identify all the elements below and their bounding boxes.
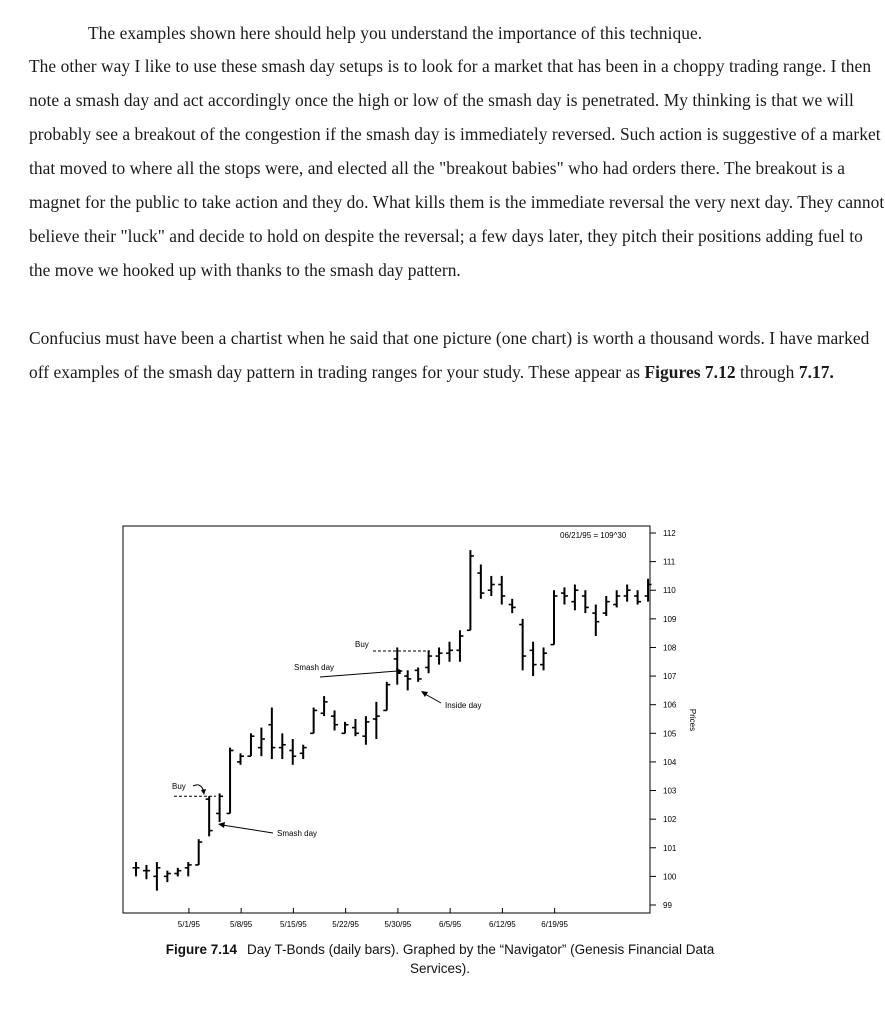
header-readout: 06/21/95 = 109^30 bbox=[560, 531, 627, 540]
y-tick-label: 107 bbox=[663, 672, 677, 682]
y-tick-label: 101 bbox=[663, 843, 677, 853]
ohlc-bar bbox=[561, 587, 568, 604]
ohlc-bar bbox=[624, 585, 631, 602]
ohlc-bar bbox=[436, 647, 443, 664]
y-tick-label: 103 bbox=[663, 786, 677, 796]
ohlc-bar bbox=[300, 745, 307, 759]
paragraph-intro-text: The examples shown here should help you understand the importance of this technique. bbox=[88, 23, 703, 43]
ohlc-bar bbox=[425, 650, 432, 673]
buy-label-1: Buy bbox=[172, 782, 186, 791]
ohlc-bar bbox=[133, 862, 140, 876]
ohlc-bar bbox=[227, 748, 234, 814]
ohlc-bar bbox=[174, 868, 181, 877]
ohlc-bar bbox=[498, 576, 505, 605]
x-tick-label: 6/12/95 bbox=[489, 920, 516, 929]
y-tick-label: 102 bbox=[663, 815, 677, 825]
ohlc-bar bbox=[592, 605, 599, 636]
ohlc-bar bbox=[206, 796, 213, 836]
buy-arrowhead-1 bbox=[201, 789, 206, 795]
y-tick-label: 104 bbox=[663, 757, 677, 767]
ohlc-bar bbox=[404, 670, 411, 690]
ohlc-bar bbox=[530, 642, 537, 676]
x-tick-label: 5/1/95 bbox=[177, 920, 201, 929]
x-tick-label: 6/5/95 bbox=[439, 920, 462, 929]
x-tick-label: 6/19/95 bbox=[541, 920, 569, 929]
ohlc-bar bbox=[456, 630, 463, 661]
paragraph-body-text: The other way I like to use these smash day setups is to look for a market that has been in a choppy trading range. I then note a smash day and act accordingly once the high or low of the smash day is penetrated. My thinking is that we will probably see a breakout of the congestion if the smash day is immediately reversed. Such action is suggestive of a market that moved to where all the stops were, and elected all the "breakout babies" who had orders there. The breakout is a magnet for the public to take action and they do. What kills them is the immediate reversal the very next day. They cannot believe their "luck" and decide to hold on despite the reversal; a few days later, they pitch their positions adding fuel to the move we hooked up with thanks to the smash day pattern. bbox=[29, 56, 885, 280]
y-tick-label: 110 bbox=[663, 586, 676, 596]
ohlc-bar bbox=[519, 619, 526, 671]
ohlc-bar bbox=[477, 564, 484, 598]
x-tick-label: 5/15/95 bbox=[280, 920, 307, 929]
ohlc-bar bbox=[383, 682, 390, 711]
ohlc-bar bbox=[373, 702, 380, 739]
ohlc-bar bbox=[185, 862, 192, 876]
ohlc-bar bbox=[258, 728, 265, 757]
smash-day-label-2: Smash day bbox=[294, 663, 335, 672]
smash-day-arrowhead-1 bbox=[218, 822, 225, 828]
ohlc-bar bbox=[310, 708, 317, 734]
ohlc-bar bbox=[289, 739, 296, 765]
ohlc-bar bbox=[321, 696, 328, 716]
figure-ref-end: 7.17. bbox=[798, 362, 834, 382]
y-axis-label: Prices bbox=[688, 708, 697, 732]
ohlc-bar bbox=[540, 647, 547, 670]
inside-day-arrowhead bbox=[421, 691, 428, 697]
x-tick-label: 5/30/95 bbox=[384, 920, 412, 929]
paragraph-confucius-text: Confucius must have been a chartist when he said that one picture (one chart) is worth a thousand words. I have marked off examples of the smash day pattern in trading ranges for your study. These appear as bbox=[29, 328, 870, 382]
smash-day-arrow-1 bbox=[222, 825, 273, 833]
ohlc-bar bbox=[331, 710, 338, 730]
y-tick-label: 108 bbox=[663, 643, 677, 653]
ohlc-bar bbox=[237, 753, 244, 764]
ohlc-bar bbox=[571, 585, 578, 611]
ohlc-bar bbox=[247, 733, 254, 756]
inside-day-label: Inside day bbox=[445, 701, 482, 710]
ohlc-bar bbox=[153, 862, 160, 891]
ohlc-bar bbox=[603, 596, 610, 616]
inside-day-arrow bbox=[425, 694, 441, 703]
ohlc-bar bbox=[352, 719, 359, 736]
ohlc-bar bbox=[509, 599, 516, 613]
ohlc-bar bbox=[551, 590, 558, 644]
ohlc-bar bbox=[164, 871, 171, 882]
price-bars bbox=[133, 550, 652, 891]
figure-caption bbox=[150, 940, 730, 978]
ohlc-bar bbox=[582, 590, 589, 613]
y-tick-label: 112 bbox=[663, 529, 676, 538]
ohlc-bar bbox=[195, 839, 202, 865]
x-tick-label: 5/8/95 bbox=[230, 920, 253, 929]
figure-ref-start: Figures 7.12 bbox=[644, 362, 736, 382]
ohlc-bar bbox=[216, 793, 223, 822]
ohlc-bar bbox=[279, 733, 286, 759]
ohlc-bar bbox=[394, 647, 401, 684]
ohlc-bar bbox=[415, 667, 422, 681]
ohlc-bar bbox=[613, 590, 620, 607]
ohlc-bar bbox=[143, 865, 150, 879]
y-tick-label: 111 bbox=[663, 557, 676, 567]
caption-text: Day T-Bonds (daily bars). Graphed by the “Navigator” (Genesis Financial Data Services). bbox=[247, 942, 715, 976]
annotations bbox=[172, 640, 481, 838]
smash-day-label-1: Smash day bbox=[277, 829, 318, 838]
ohlc-bar bbox=[342, 722, 349, 733]
plot-frame bbox=[123, 526, 650, 913]
through-word: through bbox=[735, 362, 799, 382]
y-tick-label: 100 bbox=[663, 872, 677, 882]
ohlc-bar bbox=[268, 708, 275, 760]
x-tick-label: 5/22/95 bbox=[332, 920, 360, 929]
y-tick-label: 106 bbox=[663, 700, 677, 710]
x-axis bbox=[178, 908, 569, 929]
ohlc-bar bbox=[446, 642, 453, 662]
buy-label-2: Buy bbox=[355, 640, 369, 649]
ohlc-bar bbox=[488, 576, 495, 596]
ohlc-bar bbox=[467, 550, 474, 630]
y-tick-label: 99 bbox=[663, 901, 672, 910]
y-tick-label: 109 bbox=[663, 614, 677, 624]
ohlc-bar bbox=[634, 590, 641, 604]
ohlc-bar bbox=[362, 716, 369, 745]
figure-number: Figure 7.14 bbox=[165, 942, 238, 957]
y-axis bbox=[650, 529, 677, 910]
y-tick-label: 105 bbox=[663, 729, 677, 739]
